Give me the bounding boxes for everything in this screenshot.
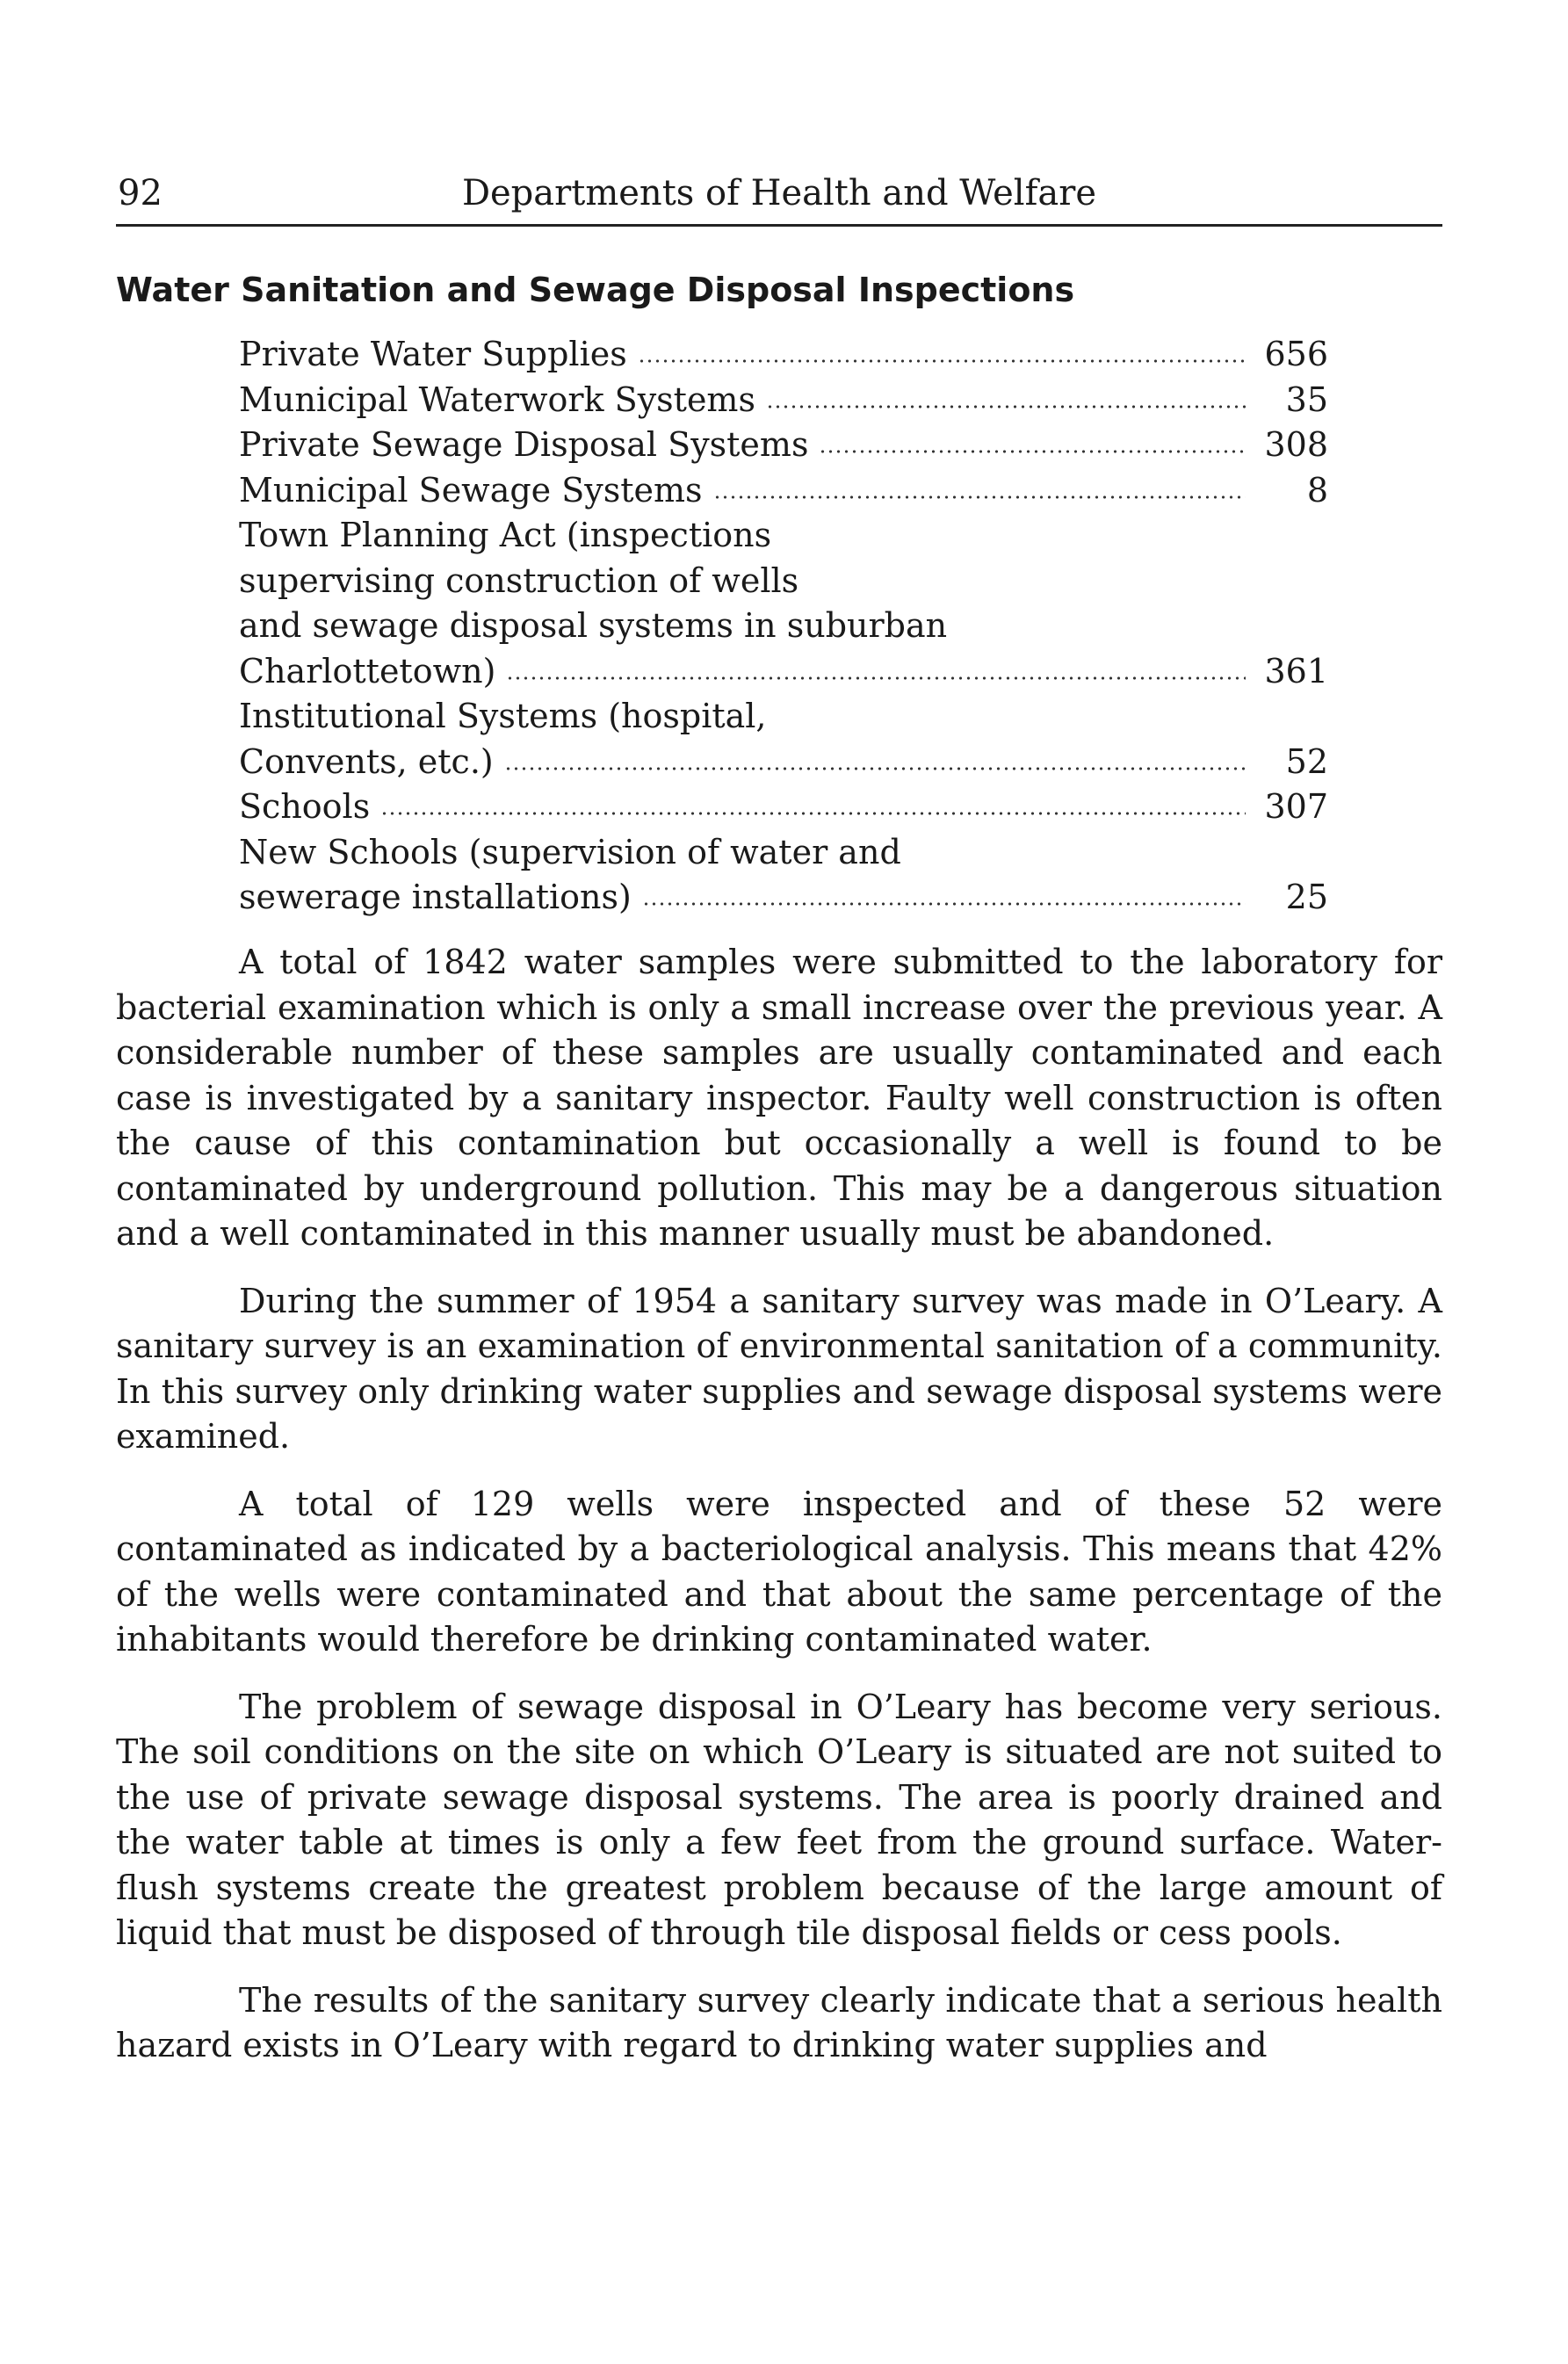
dot-leader xyxy=(506,676,1246,681)
inspection-row xyxy=(239,649,1328,695)
inspection-label: Schools xyxy=(239,787,371,826)
paragraph: The results of the sanitary survey clearly indicate that a serious health hazard exists in O’Leary with regard to drinking water supplies and xyxy=(116,1980,1442,2064)
dot-leader xyxy=(642,901,1246,907)
paragraph: A total of 1842 water samples were submitted to the laboratory for bacterial examination which is only a small increase over the previous year. A considerable number of these samples are usually contaminated and each case is investigated by a sanitary inspector. Faulty well construction is often the cause of this contamination but occasionally a well is found to be contaminated by underground pollution. This may be a dangerous situation and a well contaminated in this manner usually must be abandoned. xyxy=(116,943,1442,1253)
inspection-row xyxy=(239,423,1328,468)
inspection-label: Municipal Waterwork Systems xyxy=(239,380,755,419)
inspection-count: 307 xyxy=(1264,787,1328,826)
inspection-count: 52 xyxy=(1285,741,1328,781)
dot-leader xyxy=(713,495,1246,500)
paragraph: During the summer of 1954 a sanitary survey was made in O’Leary. A sanitary survey is an examination of environmental sanitation of a community. In this survey only drinking water supplies and sewage disposal systems were examined. xyxy=(116,1281,1442,1456)
inspection-list xyxy=(239,332,1328,921)
inspection-count: 35 xyxy=(1285,380,1328,419)
inspection-row xyxy=(239,740,1328,785)
section-heading: Water Sanitation and Sewage Disposal Inspections xyxy=(116,271,1075,309)
inspection-row xyxy=(239,378,1328,423)
body-text xyxy=(116,940,1442,2091)
inspection-label-line: New Schools (supervision of water and xyxy=(239,832,901,871)
header-rule xyxy=(116,224,1442,227)
page-number: 92 xyxy=(118,173,163,213)
inspection-label: Municipal Sewage Systems xyxy=(239,470,703,510)
inspection-row xyxy=(239,875,1328,921)
inspection-row xyxy=(239,468,1328,514)
paragraph: The problem of sewage disposal in O’Leary has become very serious. The soil conditions on the site on which O’Leary is situated are not suited to the use of private sewage disposal systems. The area is poorly drained and the water table at times is only a few feet from the ground surface. Water-flush systems create the greatest problem because of the large amount of liquid that must be disposed of through tile disposal fields or cess pools. xyxy=(116,1687,1442,1952)
inspection-label: Private Sewage Disposal Systems xyxy=(239,425,809,464)
inspection-label: Private Water Supplies xyxy=(239,335,627,373)
paragraph: A total of 129 wells were inspected and of these 52 were contaminated as indicated by a bacteriological analysis. This means that 42% of the wells were contaminated and that about the same percentage of the inhabitants would therefore be drinking contaminated water. xyxy=(116,1484,1442,1659)
inspection-count: 361 xyxy=(1264,651,1328,690)
inspection-count: 8 xyxy=(1306,470,1328,510)
dot-leader xyxy=(819,449,1246,454)
inspection-label-line: Town Planning Act (inspections xyxy=(239,516,772,554)
inspection-label-line: and sewage disposal systems in suburban xyxy=(239,606,948,645)
running-head: Departments of Health and Welfare xyxy=(461,173,1097,213)
dot-leader xyxy=(380,811,1246,816)
inspection-label: sewerage installations) xyxy=(239,878,632,916)
dot-leader xyxy=(638,358,1246,364)
dot-leader xyxy=(504,766,1246,771)
inspection-count: 656 xyxy=(1264,335,1328,373)
page-header xyxy=(116,167,1442,220)
inspection-row xyxy=(239,784,1328,830)
inspection-row xyxy=(239,332,1328,378)
dot-leader xyxy=(766,404,1246,409)
inspection-count: 308 xyxy=(1264,425,1328,464)
inspection-count: 25 xyxy=(1285,878,1328,916)
inspection-label-line: Institutional Systems (hospital, xyxy=(239,697,767,735)
inspection-label: Convents, etc.) xyxy=(239,741,494,781)
inspection-label: Charlottetown) xyxy=(239,651,496,690)
inspection-label-line: supervising construction of wells xyxy=(239,560,799,600)
